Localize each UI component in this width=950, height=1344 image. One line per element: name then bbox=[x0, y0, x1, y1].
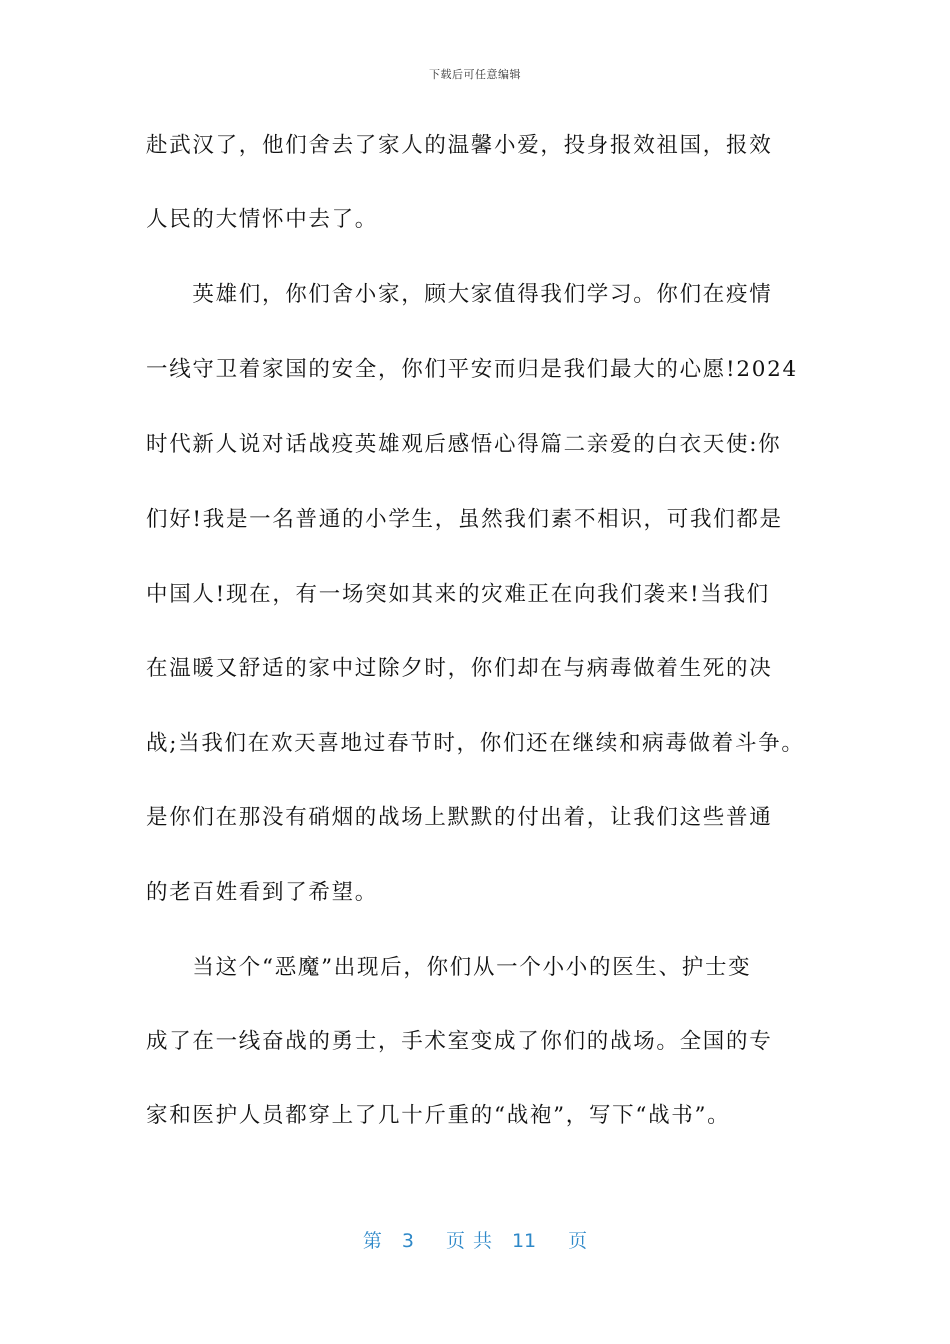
body-line: 英雄们，你们舍小家，顾大家值得我们学习。你们在疫情 bbox=[146, 282, 773, 307]
footer-suffix: 页 bbox=[568, 1230, 588, 1252]
body-line: 赴武汉了，他们舍去了家人的温馨小爱，投身报效祖国，报效 bbox=[146, 133, 773, 158]
body-line: 人民的大情怀中去了。 bbox=[146, 207, 379, 232]
body-line: 时代新人说对话战疫英雄观后感悟心得篇二亲爱的白衣天使:你 bbox=[146, 432, 782, 457]
page-footer bbox=[0, 1226, 950, 1253]
body-line: 当这个“恶魔”出现后，你们从一个小小的医生、护士变 bbox=[146, 955, 752, 980]
body-line: 们好!我是一名普通的小学生，虽然我们素不相识，可我们都是 bbox=[146, 507, 783, 532]
footer-page-label: 页 bbox=[445, 1230, 465, 1252]
body-line: 家和医护人员都穿上了几十斤重的“战袍”，写下“战书”。 bbox=[146, 1103, 731, 1128]
footer-current-page: 3 bbox=[401, 1230, 414, 1252]
body-line: 的老百姓看到了希望。 bbox=[146, 880, 379, 905]
header-note: 下载后可任意编辑 bbox=[429, 68, 521, 81]
body-line: 战;当我们在欢天喜地过春节时，你们还在继续和病毒做着斗争。 bbox=[146, 731, 805, 756]
body-line: 在温暖又舒适的家中过除夕时，你们却在与病毒做着生死的决 bbox=[146, 656, 773, 681]
footer-total-label: 共 bbox=[472, 1230, 492, 1252]
body-line: 中国人!现在，有一场突如其来的灾难正在向我们袭来!当我们 bbox=[146, 582, 770, 607]
footer-prefix: 第 bbox=[362, 1230, 382, 1252]
footer-total-pages: 11 bbox=[511, 1230, 537, 1252]
body-line: 成了在一线奋战的勇士，手术室变成了你们的战场。全国的专 bbox=[146, 1029, 773, 1054]
body-line: 是你们在那没有硝烟的战场上默默的付出着，让我们这些普通 bbox=[146, 805, 773, 830]
body-line: 一线守卫着家国的安全，你们平安而归是我们最大的心愿!2024 bbox=[146, 357, 798, 382]
